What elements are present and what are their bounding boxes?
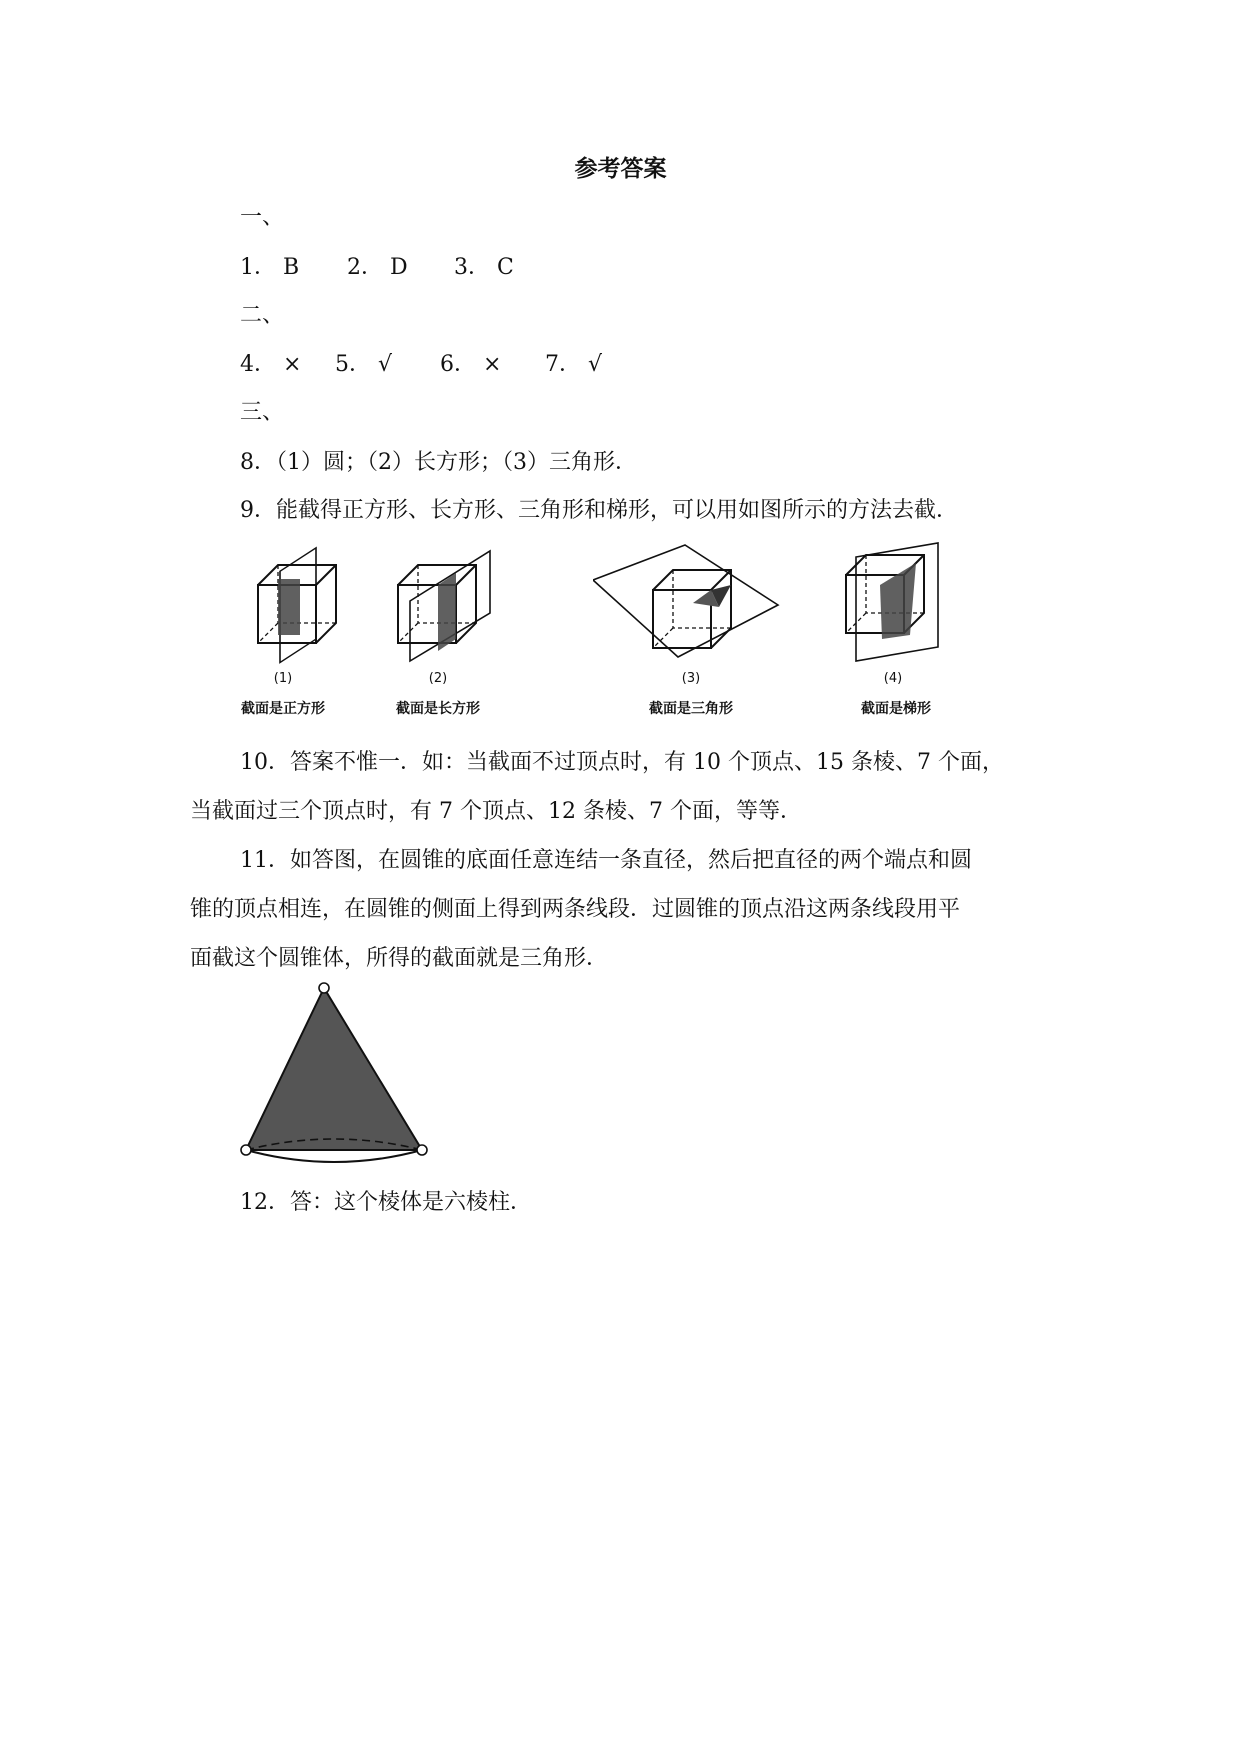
question-10-line-1: 10．答案不惟一．如：当截面不过顶点时，有 10 个顶点、15 条棱、7 个面， [240,750,1004,775]
cube-square-section-icon [228,535,338,665]
figure-2-number: (2) [428,671,448,686]
answer-5: 5． √ [335,352,393,377]
figure-square-section [228,535,338,717]
answer-6: 6． × [440,352,502,377]
cube-triangle-section-icon [593,535,783,665]
answer-3: 3． C [454,255,514,280]
apex-point-icon [319,983,329,993]
cube-trapezoid-section-icon [838,535,948,665]
figure-4-caption: 截面是梯形 [861,701,931,717]
answer-1: 1． B [240,255,300,280]
answers-part-one [240,250,514,281]
figure-3-caption: 截面是三角形 [649,701,733,717]
cube-section-figures [228,535,1088,735]
right-endpoint-icon [417,1145,427,1155]
left-endpoint-icon [241,1145,251,1155]
figure-trapezoid-section [838,535,948,717]
figure-rectangle-section [378,535,498,717]
answers-part-two [240,347,602,378]
figure-3-number: (3) [681,671,701,686]
question-12-answer: 12．答：这个棱体是六棱柱． [240,1190,532,1215]
section-two-heading: 二、 [240,303,285,328]
page-title: 参考答案 [574,156,667,182]
cone-triangle-section-figure [236,978,436,1172]
question-8-answer: 8．（1）圆；（2）长方形；（3）三角形． [240,450,637,475]
question-11-line-1: 11．如答图，在圆锥的底面任意连结一条直径，然后把直径的两个端点和圆 [240,848,972,873]
cube-rectangle-section-icon [378,535,498,665]
question-9-answer: 9．能截得正方形、长方形、三角形和梯形，可以用如图所示的方法去截． [240,498,958,523]
figure-1-number: (1) [273,671,293,686]
question-10-line-2: 当截面过三个顶点时，有 7 个顶点、12 条棱、7 个面，等等． [190,799,802,824]
answer-7: 7． √ [545,352,603,377]
question-11-line-3: 面截这个圆锥体，所得的截面就是三角形． [190,946,609,971]
section-three-heading: 三、 [240,400,285,425]
figure-triangle-section [593,535,783,717]
question-11-line-2: 锥的顶点相连，在圆锥的侧面上得到两条线段．过圆锥的顶点沿这两条线段用平 [190,897,961,922]
figure-4-number: (4) [883,671,903,686]
figure-1-caption: 截面是正方形 [241,701,325,717]
cone-section-icon [236,978,436,1168]
section-one-heading: 一、 [240,205,285,230]
answer-2: 2． D [347,255,408,280]
figure-2-caption: 截面是长方形 [396,701,480,717]
answer-4: 4． × [240,352,302,377]
